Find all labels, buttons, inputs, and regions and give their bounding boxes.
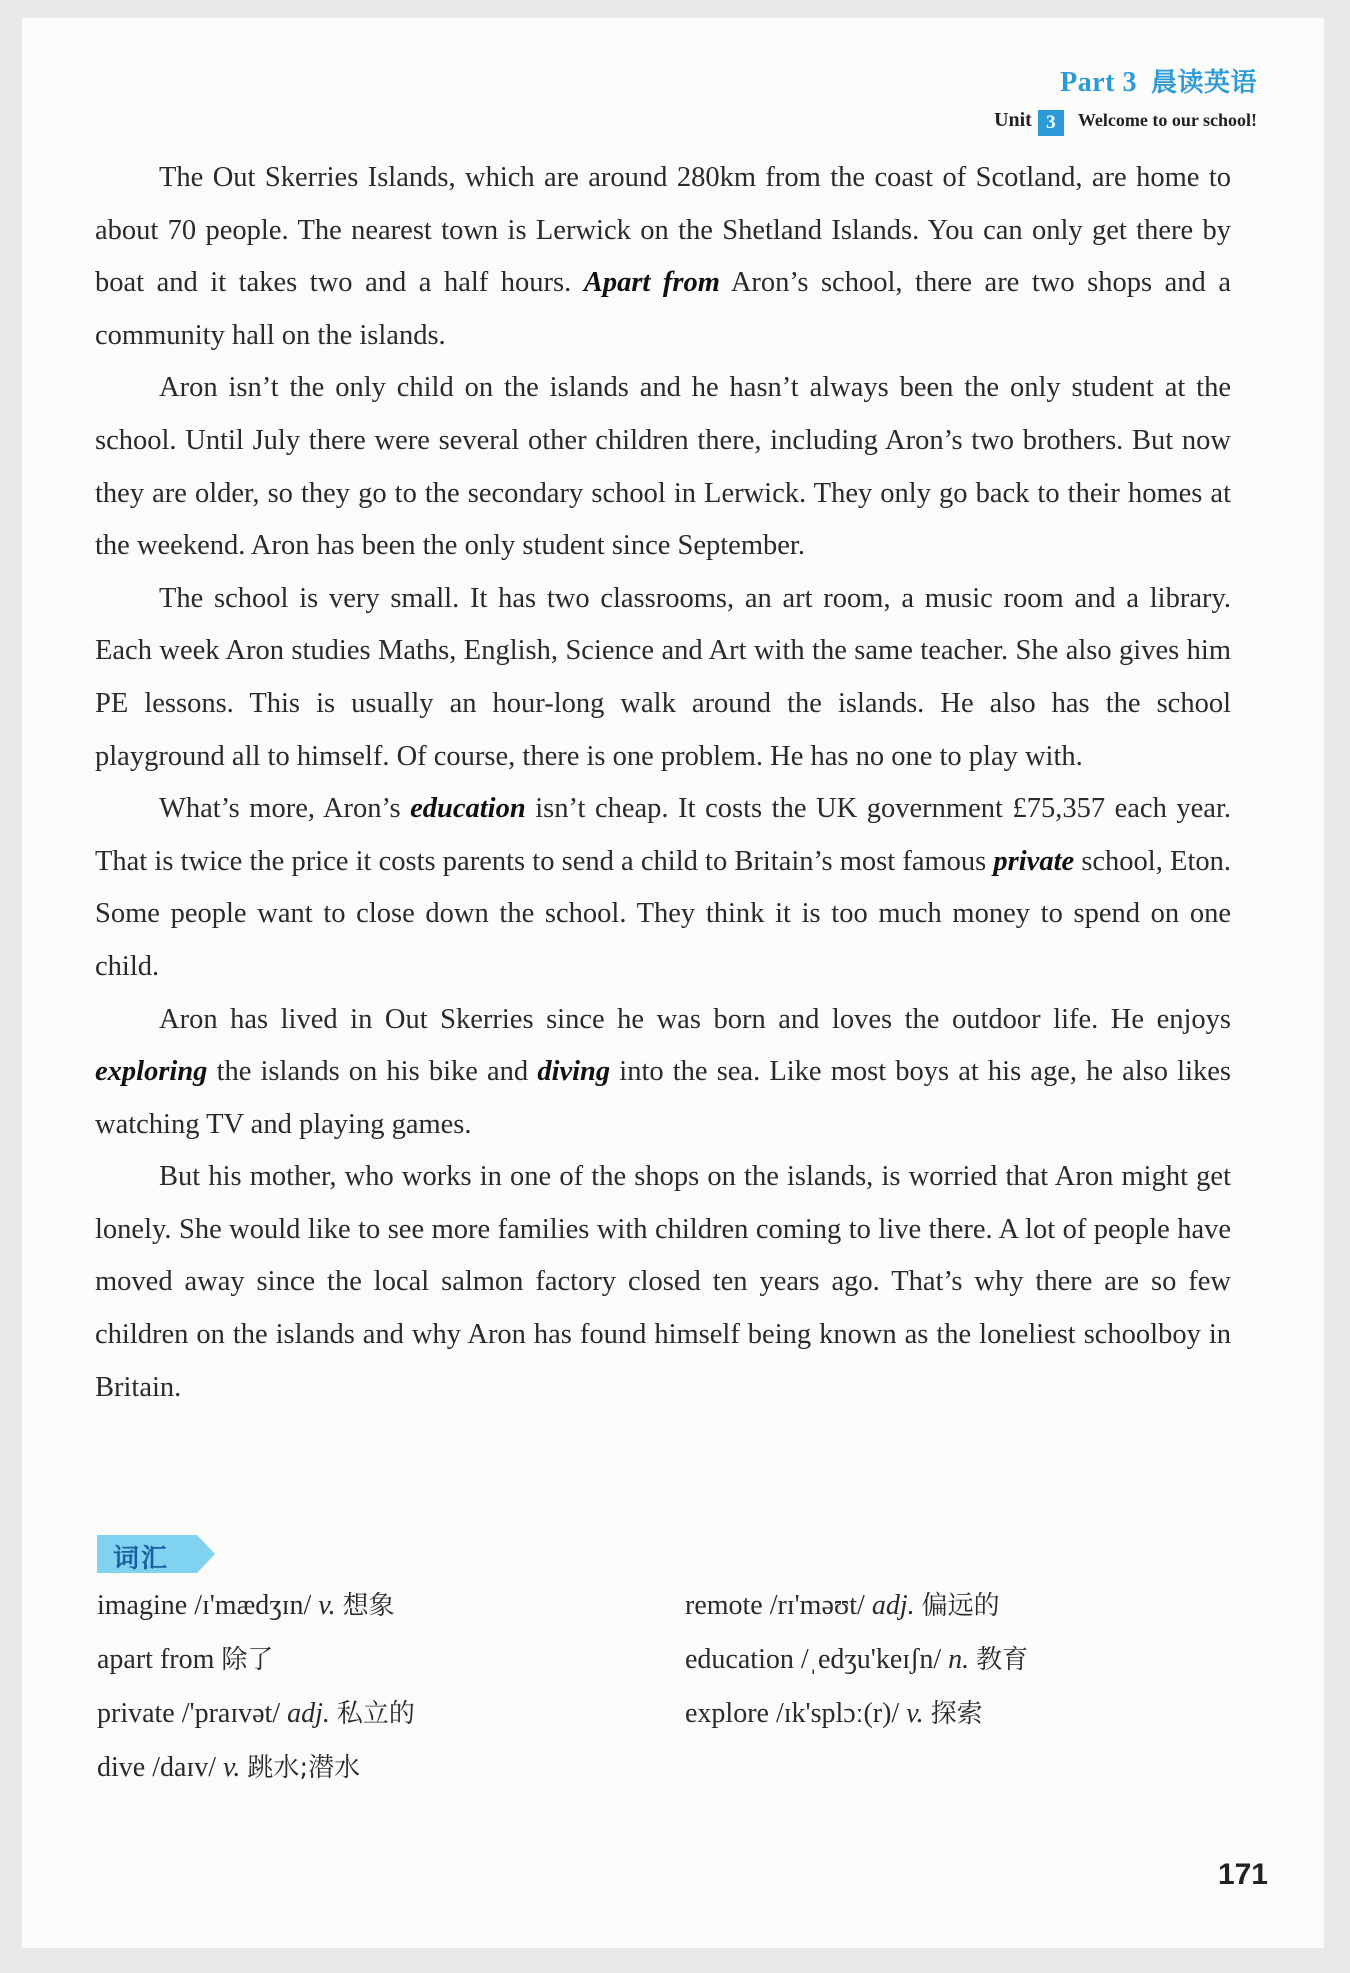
keyword: Apart from	[583, 267, 720, 299]
keyword: diving	[537, 1056, 611, 1088]
part-number: Part 3	[1060, 67, 1137, 98]
part-title: 晨读英语	[1150, 68, 1257, 98]
unit-heading	[994, 109, 1257, 136]
unit-title: Welcome to our school!	[1077, 110, 1257, 130]
text-segment: into the sea. Like most boys at his age, he also likes watching TV and playing games.	[95, 1056, 1231, 1140]
text-segment: Aron has lived in Out Skerries since he was born and loves the outdoor life. He enjoys	[159, 1003, 1231, 1035]
vocab-entry	[97, 1639, 273, 1676]
vocab-entry	[97, 1693, 415, 1730]
text-segment: The school is very small. It has two classrooms, an art room, a music room and a library. Each week Aron studies Maths, English, Science and Art with the same teacher. She also gives him PE lessons. This is usually an hour-long walk around the islands. He also has the school playground all to himself. Of course, there is one problem. He has no one to play with.	[95, 582, 1231, 772]
vocab-ipa: /rɪ'məʊt/	[769, 1590, 865, 1621]
part-heading	[994, 62, 1257, 99]
vocab-word: education	[685, 1644, 794, 1675]
vocab-pos: v.	[318, 1590, 336, 1621]
vocab-pos: v.	[906, 1698, 924, 1729]
text-segment: school, Eton. Some people want to close down the school. They think it is too much money to spend on one child.	[95, 845, 1231, 982]
vocab-meaning: 想象	[342, 1591, 395, 1621]
keyword: exploring	[95, 1056, 208, 1088]
vocab-word: dive	[97, 1752, 146, 1783]
keyword: education	[410, 793, 526, 825]
vocab-meaning: 探索	[930, 1699, 983, 1729]
vocab-pos: v.	[222, 1752, 241, 1783]
vocab-list	[97, 1585, 1233, 1801]
text-segment: The Out Skerries Islands, which are around 280km from the coast of Scotland, are home to about 70 people. The nearest town is Lerwick on the Shetland Islands. You can only get there by boat and it takes two and a half hours.	[95, 162, 1231, 299]
vocab-ipa: /ˌedʒu'keɪʃn/	[800, 1644, 942, 1675]
keyword: private	[993, 845, 1075, 877]
text-segment: isn’t cheap. It costs the UK government £75,357 each year. That is twice the price it costs parents to send a child to Britain’s most famous	[95, 793, 1231, 877]
vocab-row	[97, 1639, 1233, 1693]
text-segment: What’s more, Aron’s	[159, 793, 411, 825]
vocab-ipa: /ɪk'splɔː(r)/	[775, 1698, 900, 1729]
vocab-word: imagine	[97, 1590, 188, 1621]
vocab-word: explore	[685, 1698, 769, 1729]
vocab-pos: adj.	[287, 1698, 330, 1729]
vocab-pos: n.	[948, 1644, 970, 1675]
vocab-entry	[97, 1747, 360, 1784]
article-paragraph	[95, 783, 1231, 993]
vocab-word: remote	[685, 1590, 763, 1621]
text-segment: Aron’s school, there are two shops and a community hall on the islands.	[95, 267, 1231, 351]
vocab-meaning: 私立的	[336, 1699, 415, 1729]
article-paragraph	[95, 362, 1231, 572]
text-segment: Aron isn’t the only child on the islands and he hasn’t always been the only student at the school. Until July there were several other children there, including Aron’s two brothers. But now they are older, so they go to the secondary school in Lerwick. They only go back to their homes at the weekend. Aron has been the only student since September.	[95, 372, 1231, 562]
vocab-row	[97, 1693, 1233, 1747]
vocab-meaning: 偏远的	[921, 1591, 1000, 1621]
vocab-entry	[685, 1639, 1028, 1676]
article-paragraph	[95, 994, 1231, 1152]
reading-article	[95, 152, 1231, 1414]
page-number: 171	[1217, 1858, 1268, 1891]
vocab-ipa: /ɪ'mædʒɪn/	[194, 1590, 312, 1621]
vocab-word: apart from	[97, 1644, 215, 1675]
vocab-entry	[685, 1693, 983, 1730]
vocab-ipa: /daɪv/	[152, 1752, 216, 1783]
vocab-pos: adj.	[871, 1590, 915, 1621]
vocab-row	[97, 1585, 1233, 1639]
unit-label: Unit	[994, 109, 1032, 131]
unit-number-badge: 3	[1038, 110, 1064, 136]
vocab-ipa: /'praɪvət/	[181, 1698, 281, 1729]
text-segment: the islands on his bike and	[207, 1056, 538, 1088]
vocab-row	[97, 1747, 1233, 1801]
vocab-entry	[685, 1585, 1000, 1622]
vocab-heading: 词汇	[113, 1544, 170, 1574]
vocab-meaning: 教育	[976, 1645, 1029, 1675]
vocab-meaning: 除了	[221, 1645, 274, 1675]
text-segment: But his mother, who works in one of the shops on the islands, is worried that Aron might get lonely. She would like to see more families with children coming to live there. A lot of people have moved away since the local salmon factory closed ten years ago. That’s why there are so few children on the islands and why Aron has found himself being known as the loneliest schoolboy in Britain.	[95, 1161, 1231, 1403]
vocab-entry	[97, 1585, 395, 1622]
vocab-meaning: 跳水;潜水	[247, 1753, 361, 1783]
vocab-heading-badge	[97, 1535, 217, 1573]
page-header	[994, 62, 1257, 136]
article-paragraph	[95, 573, 1231, 783]
vocab-word: private	[97, 1698, 175, 1729]
article-paragraph	[95, 1151, 1231, 1414]
article-paragraph	[95, 152, 1231, 362]
